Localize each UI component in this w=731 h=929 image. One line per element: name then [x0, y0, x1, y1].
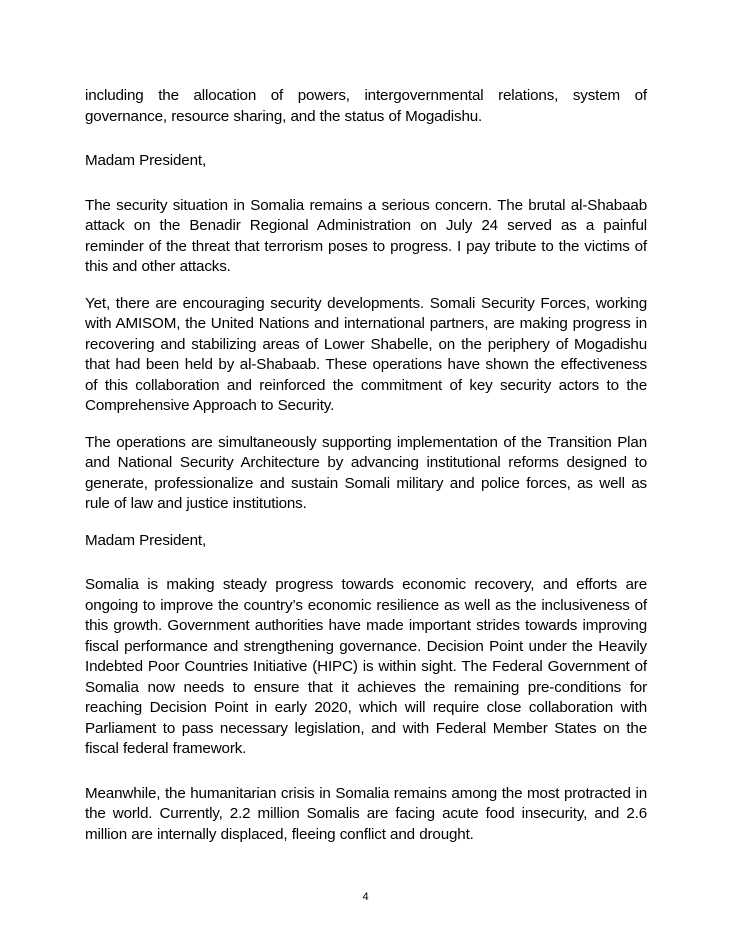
paragraph-operations: The operations are simultaneously supporting implementation of the Transition Plan and National Security Architecture by advancing institutional reforms designed to generate, professionalize and sustain Somali military and police forces, as well as rule of law and justice institutions.	[85, 433, 647, 512]
salutation: Madam President,	[85, 152, 207, 169]
paragraph-security-developments: Yet, there are encouraging security developments. Somali Security Forces, working with AMISOM, the United Nations and international partners, are making progress in recovering and stabilizing areas of Lower Shabelle, on the periphery of Mogadishu that had been held by al-Shabaab. These operations have shown the effectiveness of this collaboration and reinforced the commitment of key security actors to the Comprehensive Approach to Security.	[85, 294, 647, 414]
paragraph-security-situation: The security situation in Somalia remains a serious concern. The brutal al-Shabaab attack on the Benadir Regional Administration on July 24 served as a painful reminder of the threat that terrorism poses to progress. I pay tribute to the victims of this and other attacks.	[85, 196, 647, 275]
paragraph-economic-recovery: Somalia is making steady progress towards economic recovery, and efforts are ongoing to improve the country’s economic resilience as well as the inclusiveness of this growth. Government authorities have made important strides towards improving fiscal performance and strengthening governance. Decision Point under the Heavily Indebted Poor Countries Initiative (HIPC) is within sight. The Federal Government of Somalia now needs to ensure that it achieves the remaining pre-conditions for reaching Decision Point in early 2020, which will require close collaboration with Parliament to pass necessary legislation, and with Federal Member States on the fiscal federal framework.	[85, 576, 647, 757]
document-body	[85, 86, 647, 845]
paragraph-powers-continuation: including the allocation of powers, intergovernmental relations, system of governance, resource sharing, and the status of Mogadishu.	[85, 87, 647, 125]
paragraph-humanitarian-crisis: Meanwhile, the humanitarian crisis in Somalia remains among the most protracted in the world. Currently, 2.2 million Somalis are facing acute food insecurity, and 2.6 million are internally displaced, fleeing conflict and drought.	[85, 784, 647, 843]
salutation: Madam President,	[85, 531, 207, 549]
page-number: 4	[362, 891, 369, 903]
